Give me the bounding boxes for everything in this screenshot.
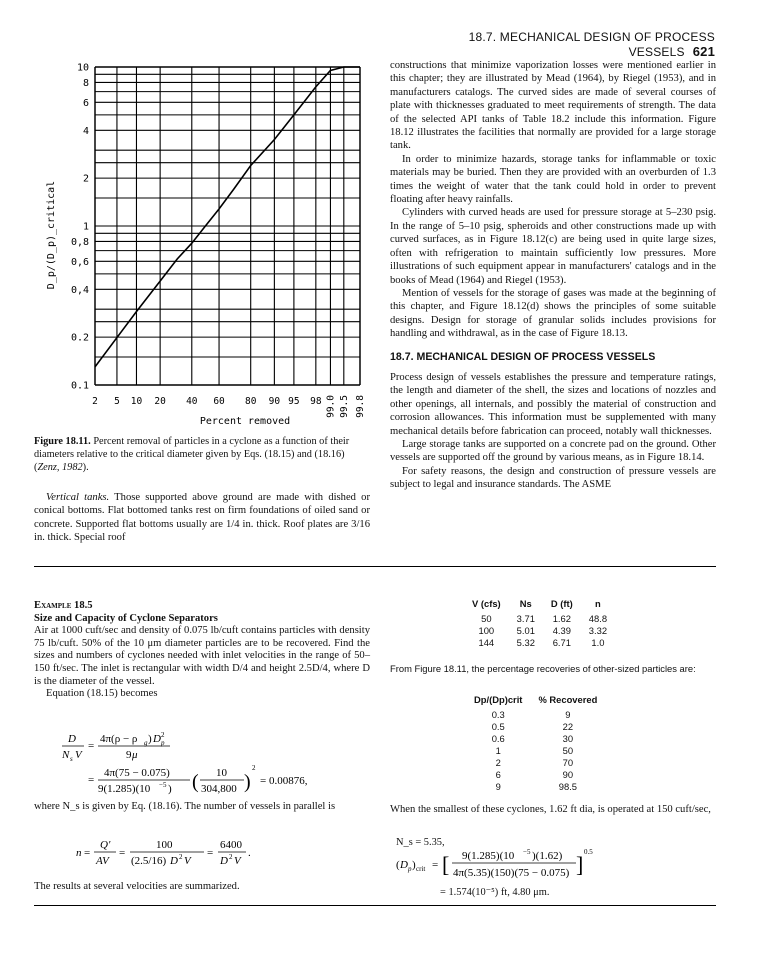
- svg-text:2: 2: [161, 731, 165, 739]
- x-tick-label: 99.5: [338, 395, 350, 418]
- svg-text:=: =: [119, 847, 126, 859]
- section-title: 18.7. MECHANICAL DESIGN OF PROCESS VESSELS: [390, 350, 656, 363]
- example-top-rule: [34, 566, 716, 567]
- recovery-table: [466, 694, 605, 793]
- results-table-header: n: [595, 598, 601, 609]
- table-cell: 70: [562, 757, 574, 768]
- svg-text:6400: 6400: [220, 839, 242, 851]
- svg-text:p: p: [161, 739, 165, 747]
- figure-caption-tail: ).: [82, 461, 89, 473]
- table-cell: 50: [562, 745, 574, 756]
- table-cell: 0.6: [491, 733, 505, 744]
- y-tick-label: 0,6: [70, 256, 89, 268]
- table-cell: 2: [495, 757, 501, 768]
- table-cell: 50: [481, 613, 492, 624]
- recovery-table-row: [466, 757, 605, 769]
- table-cell: 30: [562, 733, 574, 744]
- vertical-tanks-lead: Vertical tanks.: [46, 492, 110, 503]
- page-number: 621: [692, 44, 715, 59]
- paragraph-3: Cylinders with curved heads are used for pressure storage at 5–230 psig. In the range of 5–10 psig, spheroids and other constructions made up with curved surfaces, as in Figure 18.12(c) are being used in quite large sizes, often with refrigeration to maintain sufficiently low pressures. More illustrations of such equipment appear in manufacturers' catalogs and in the books of Mead (1964) and Riegel (1953).: [390, 207, 716, 286]
- cyclone-equation: [58, 730, 378, 802]
- percent-removal-chart: [40, 55, 370, 435]
- x-axis-label: Percent removed: [199, 416, 291, 427]
- x-tick-label: 99.8: [355, 395, 366, 418]
- where-text: where N_s is given by Eq. (18.16). The number of vessels in parallel is: [34, 801, 336, 812]
- table-cell: 1: [495, 745, 501, 756]
- recovery-table-row: [466, 781, 605, 793]
- figure-caption-cite: Zenz, 1982: [37, 461, 83, 473]
- svg-text:2: 2: [229, 853, 233, 861]
- svg-text:4π(ρ − ρ: 4π(ρ − ρ: [100, 733, 138, 745]
- svg-text:): ): [244, 771, 251, 793]
- example-intro: Air at 1000 cuft/sec and density of 0.075 lb/cuft contains particles with density 75 lb/cuft. 50% of the 10 μm diameter particles are to be recovered. Find the sizes and numbers of cyclones needed with inlet velocities in the range of 50–150 ft/sec. The inlet is rectangular with width D/4 and height 2.5D/4, where D is the diameter of the vessel.: [34, 625, 370, 687]
- table-cell: 4.39: [552, 625, 571, 636]
- figure-caption-text: Percent removal of particles in a cyclone as a function of their diameters relative to the critical diameter given by Eqs. (18.15) and (18.16) (: [34, 436, 350, 473]
- svg-text:304,800: 304,800: [201, 783, 237, 795]
- smallest-text: When the smallest of these cyclones, 1.62 ft dia, is operated at 150 cuft/sec,: [390, 804, 711, 815]
- table-cell: 0.3: [491, 709, 505, 720]
- where-text-block: [34, 801, 370, 814]
- table-cell: 5.01: [516, 625, 535, 636]
- right-column-text: [390, 59, 716, 492]
- svg-text:(2.5/16): (2.5/16): [131, 855, 167, 867]
- x-tick-labels: [92, 395, 366, 418]
- svg-text:=: =: [88, 740, 95, 752]
- table-cell: 1.0: [591, 637, 605, 648]
- svg-text:=: =: [207, 847, 214, 859]
- recovery-table-row: [466, 709, 605, 721]
- paragraph-6: Large storage tanks are supported on a concrete pad on the ground. Other vessels are supported off the ground by various means, as in Figure 18.14.: [390, 438, 716, 464]
- svg-text:n: n: [76, 847, 82, 859]
- paragraph-5: Process design of vessels establishes the pressure and temperature ratings, the length and diameter of the shell, the sizes and locations of nozzles and other openings, all internals, and possibly the material of construction and corrosion allowances. This information must be supplemented with many mechanical details before fabrication can proceed, notably wall thicknesses.: [390, 371, 716, 437]
- left-column-text: [34, 491, 370, 545]
- svg-text:4π(75 − 0.075): 4π(75 − 0.075): [104, 767, 170, 779]
- svg-text:[: [: [442, 852, 450, 877]
- x-tick-label: 60: [213, 396, 225, 407]
- summary-text: The results at several velocities are summarized.: [34, 881, 240, 892]
- svg-text:]: ]: [576, 852, 584, 877]
- smallest-text-block: [390, 803, 716, 816]
- results-table: [464, 598, 615, 649]
- svg-text:(: (: [192, 771, 199, 793]
- svg-text:=: =: [432, 859, 439, 871]
- y-tick-label: 0.2: [70, 332, 89, 344]
- paragraph-4: Mention of vessels for the storage of gases was made at the beginning of this chapter, and Figure 18.12(d) shows the principles of some suitable designs. Design for storage of granular solids includes provisions for handling and withdrawal, as in the case of Figure 18.13.: [390, 287, 716, 340]
- table-cell: 9: [495, 781, 501, 792]
- svg-text:V: V: [75, 749, 82, 761]
- y-tick-label: 0,4: [70, 284, 89, 296]
- results-table-row: [464, 613, 615, 625]
- table-cell: 98.5: [558, 781, 577, 792]
- y-tick-labels: [71, 63, 89, 392]
- svg-text:0.5: 0.5: [584, 848, 593, 856]
- vertical-tanks-body: Those supported above ground are made with dished or conical bottoms. Flat bottomed tanks rest on firm foundations of oiled sand or concrete. Supported flat bottoms usually are 1/4 in. thick. Roof plates are 3/16 in. thick. Special roof: [34, 492, 371, 544]
- x-tick-label: 10: [130, 396, 143, 407]
- example-bottom-rule: [34, 905, 716, 906]
- final-result: = 1.574(10⁻⁵) ft, 4.80 μm.: [440, 887, 550, 898]
- x-tick-label: 5: [114, 396, 120, 407]
- svg-text:100: 100: [156, 839, 173, 851]
- y-tick-label: 6: [82, 97, 89, 109]
- svg-text:N: N: [62, 749, 70, 761]
- paragraph-7: For safety reasons, the design and construction of pressure vessels are subject to legal and insurance standards. The ASME: [390, 465, 716, 491]
- svg-text:−5: −5: [159, 781, 167, 789]
- svg-text:g: g: [144, 739, 148, 747]
- y-tick-label: 0.1: [70, 380, 89, 392]
- y-tick-label: 0,8: [70, 236, 89, 248]
- table-cell: 90: [562, 769, 574, 780]
- svg-text:2: 2: [179, 853, 183, 861]
- svg-text:AV: AV: [96, 855, 109, 867]
- svg-text:10: 10: [216, 767, 227, 779]
- svg-text:D: D: [170, 855, 178, 867]
- svg-text:9(1.285)(10: 9(1.285)(10: [98, 783, 151, 795]
- y-tick-label: 8: [82, 77, 89, 89]
- svg-text:(: (: [396, 859, 400, 871]
- svg-text:9(1.285)(10: 9(1.285)(10: [462, 850, 515, 862]
- results-table-header: D (ft): [550, 598, 573, 609]
- svg-text:Q': Q': [100, 839, 111, 851]
- paragraph-1: constructions that minimize vaporization losses were mentioned earlier in this chapter; they are illustrated by Mead (1964), by Riegel (1953), and in manufacturers catalogs. The curved sides are made of several courses of plate with thicknesses graduated to meet requirements of strength. The data of the selected API tanks of Table 18.2 include this information. Figure 18.12 illustrates the facilities that normally are provided for a large storage tank.: [390, 60, 716, 152]
- results-table-header: Ns: [519, 598, 532, 609]
- svg-text:2: 2: [252, 764, 256, 772]
- results-table-header: V (cfs): [472, 598, 501, 609]
- recovery-table-row: [466, 733, 605, 745]
- table-cell: 48.8: [588, 613, 608, 624]
- table-cell: 6.71: [552, 637, 571, 648]
- x-tick-label: 98: [310, 396, 322, 407]
- figure-caption: [34, 436, 370, 474]
- svg-text:μ: μ: [132, 749, 138, 761]
- table-cell: 3.71: [516, 613, 535, 624]
- svg-text:D: D: [153, 733, 161, 745]
- svg-text:4π(5.35)(150)(75 − 0.075): 4π(5.35)(150)(75 − 0.075): [453, 867, 570, 879]
- recovery-table-row: [466, 745, 605, 757]
- example-title: Size and Capacity of Cyclone Separators: [34, 612, 218, 624]
- x-tick-label: 80: [244, 396, 257, 407]
- recovery-table-header: % Recovered: [538, 694, 598, 705]
- ns-value: N_s = 5.35,: [396, 837, 445, 848]
- svg-text:V: V: [184, 855, 191, 867]
- y-tick-label: 10: [76, 62, 89, 74]
- equation-result: = 0.00876,: [260, 775, 308, 787]
- chart-grid: [95, 67, 360, 385]
- running-header: [380, 30, 715, 59]
- example-left: [34, 600, 370, 701]
- svg-text:9: 9: [126, 749, 132, 761]
- table-cell: 100: [478, 625, 495, 636]
- svg-text:)(1.62): )(1.62): [532, 850, 563, 862]
- x-tick-label: 40: [186, 396, 198, 407]
- paragraph-2: In order to minimize hazards, storage tanks for inflammable or toxic materials may be buried. Then they are provided with an overburden of 1.3 times the weight of water that the tank could hold in order to prevent floating after heavy rainfalls.: [390, 153, 716, 206]
- svg-text:s: s: [70, 755, 73, 763]
- svg-text:D: D: [68, 733, 76, 745]
- figure-label: Figure 18.11.: [34, 436, 91, 447]
- x-tick-label: 2: [92, 396, 98, 407]
- table-cell: 0.5: [491, 721, 505, 732]
- table-cell: 3.32: [588, 625, 608, 636]
- table-cell: 1.62: [552, 613, 571, 624]
- svg-text:p: p: [408, 865, 412, 873]
- y-tick-label: 1: [82, 221, 89, 233]
- recovery-table-row: [466, 721, 605, 733]
- svg-text:): ): [148, 733, 152, 745]
- svg-text:−5: −5: [523, 848, 531, 856]
- table-cell: 144: [478, 637, 495, 648]
- vessel-count-equation: [76, 834, 336, 874]
- svg-text:): ): [168, 783, 172, 795]
- svg-text:D: D: [220, 855, 228, 867]
- x-tick-label: 99.0: [325, 395, 337, 418]
- y-axis-label: D_p/(D_p)_critical: [46, 180, 57, 290]
- svg-text:V: V: [234, 855, 241, 867]
- svg-text:=: =: [84, 847, 91, 859]
- x-tick-label: 20: [154, 396, 166, 407]
- figure-note: From Figure 18.11, the percentage recoveries of other-sized particles are:: [390, 663, 696, 674]
- table-cell: 5.32: [516, 637, 535, 648]
- svg-text:=: =: [88, 774, 95, 786]
- example-label: Example 18.5: [34, 600, 93, 611]
- svg-text:D: D: [400, 859, 408, 871]
- equation-intro: Equation (18.15) becomes: [46, 688, 158, 700]
- table-cell: 6: [495, 769, 501, 780]
- running-title: 18.7. MECHANICAL DESIGN OF PROCESS VESSELS: [468, 30, 715, 59]
- table-cell: 22: [562, 721, 574, 732]
- y-tick-label: 2: [82, 173, 89, 185]
- x-tick-label: 95: [288, 396, 300, 407]
- recovery-table-row: [466, 769, 605, 781]
- svg-text:crit: crit: [416, 865, 426, 873]
- x-tick-label: 90: [268, 396, 281, 407]
- svg-text:): ): [412, 859, 416, 871]
- recovery-table-header: Dp/(Dp)crit: [474, 694, 523, 705]
- table-cell: 9: [565, 709, 571, 720]
- results-table-row: [464, 625, 615, 637]
- summary-text-block: [34, 880, 370, 893]
- critical-diameter-equation: [390, 846, 640, 886]
- svg-text:.: .: [248, 847, 251, 859]
- results-table-row: [464, 637, 615, 649]
- y-tick-label: 4: [82, 125, 89, 137]
